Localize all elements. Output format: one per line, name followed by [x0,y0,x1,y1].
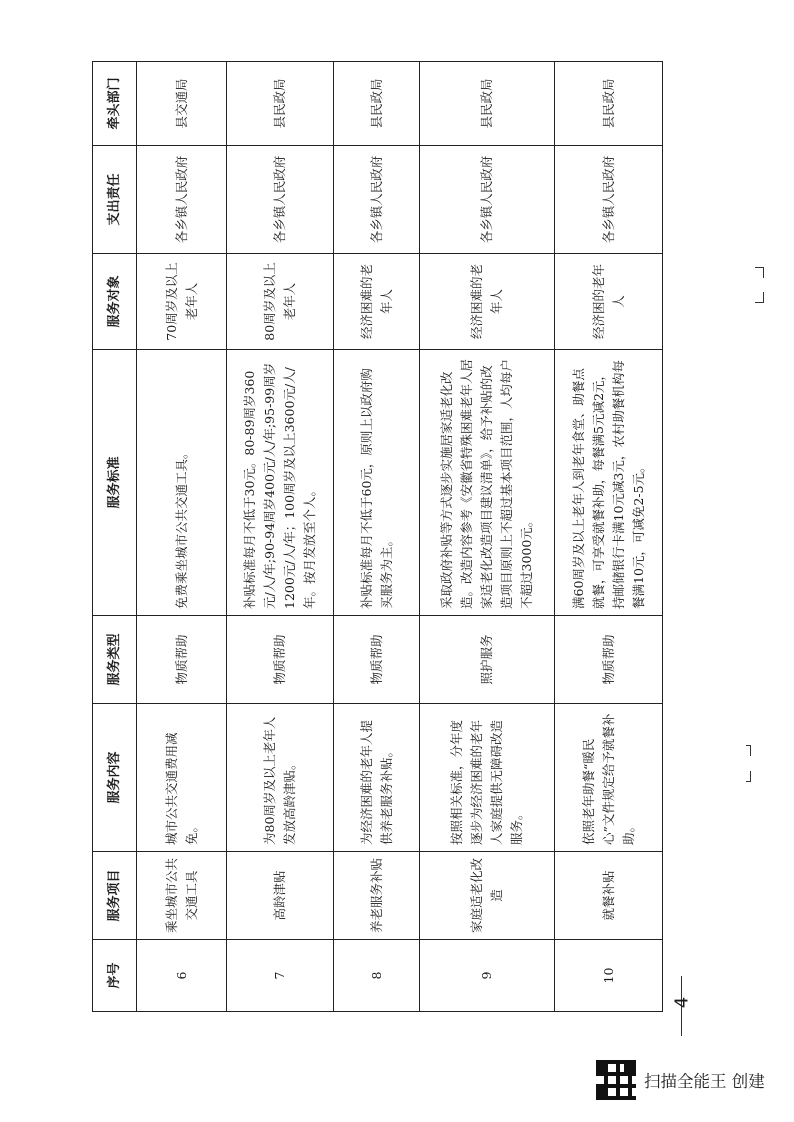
row-standard: 满60周岁及以上老年人到老年食堂、助餐点就餐，可享受就餐补助，每餐满5元减2元，持邮储银行卡满10元减3元，农村助餐机构每餐满10元，可减免2-5元。 [555,350,663,616]
table-header-row [93,62,137,1012]
row-responsibility: 各乡镇人民政府 [137,146,227,254]
header-responsibility: 支出责任 [93,146,137,254]
row-type: 物质帮助 [334,616,420,704]
row-target: 70周岁及以上老年人 [137,254,227,350]
row-no: 7 [227,940,334,1012]
row-standard: 采取政府补贴等方式逐步实施居家适老化改造。改造内容参考《安徽省特殊困难老年人居家适老化改造项目建议清单》，给予补贴的改造项目原则上不超过基本项目范围，人均每户不超过3000元。 [420,350,555,616]
row-content: 为经济困难的老年人提供养老服务补贴。 [334,704,420,852]
row-no: 9 [420,940,555,1012]
header-department: 牵头部门 [93,62,137,146]
header-type: 服务类型 [93,616,137,704]
row-item: 乘坐城市公共交通工具 [137,852,227,940]
page-number [672,976,692,1036]
rotated-table-wrapper [92,62,662,1012]
scan-mark [755,292,764,303]
row-target: 80周岁及以上老年人 [227,254,334,350]
row-standard: 补贴标准每月不低于60元，原则上以政府购买服务为主。 [334,350,420,616]
page-number-text: 4 [671,996,693,1009]
watermark-text: 扫描全能王 创建 [644,1072,765,1091]
qr-code-icon [596,1060,636,1100]
row-type: 物质帮助 [555,616,663,704]
scan-mark [755,267,764,278]
scan-mark [746,745,751,756]
table-row [555,62,663,1012]
header-standard: 服务标准 [93,350,137,616]
service-table [92,61,663,1012]
row-item: 养老服务补贴 [334,852,420,940]
row-responsibility: 各乡镇人民政府 [555,146,663,254]
row-item: 家庭适老化改造 [420,852,555,940]
row-responsibility: 各乡镇人民政府 [227,146,334,254]
scan-mark [746,771,751,782]
row-content: 城市公共交通费用减免。 [137,704,227,852]
row-type: 物质帮助 [137,616,227,704]
row-target: 经济困的老年人 [555,254,663,350]
row-department: 县交通局 [137,62,227,146]
row-department: 县民政局 [555,62,663,146]
table-row [137,62,227,1012]
row-target: 经济困难的老年人 [334,254,420,350]
row-department: 县民政局 [420,62,555,146]
row-item: 高龄津贴 [227,852,334,940]
row-content: 依照老年助餐“暖民心”文件规定给予就餐补助。 [555,704,663,852]
table-row [227,62,334,1012]
table-row [420,62,555,1012]
row-responsibility: 各乡镇人民政府 [334,146,420,254]
row-responsibility: 各乡镇人民政府 [420,146,555,254]
row-no: 10 [555,940,663,1012]
header-no: 序号 [93,940,137,1012]
row-target: 经济困难的老年人 [420,254,555,350]
row-no: 8 [334,940,420,1012]
header-item: 服务项目 [93,852,137,940]
row-department: 县民政局 [227,62,334,146]
row-content: 按照相关标准，分年度逐步为经济困难的老年人家庭提供无障碍改造服务。 [420,704,555,852]
row-no: 6 [137,940,227,1012]
row-type: 照护服务 [420,616,555,704]
row-content: 为80周岁及以上老年人发放高龄津贴。 [227,704,334,852]
header-target: 服务对象 [93,254,137,350]
scanner-watermark [596,1058,765,1102]
row-standard: 补贴标准每月不低于30元。80-89周岁360元/人/年;90-94周岁400元/人/年;95-99周岁1200元/人/年；100周岁及以上3600元/人/年。按月发放至个人。 [227,350,334,616]
row-department: 县民政局 [334,62,420,146]
header-content: 服务内容 [93,704,137,852]
row-item: 就餐补贴 [555,852,663,940]
table-row [334,62,420,1012]
row-standard: 免费乘坐城市公共交通工具。 [137,350,227,616]
row-type: 物质帮助 [227,616,334,704]
